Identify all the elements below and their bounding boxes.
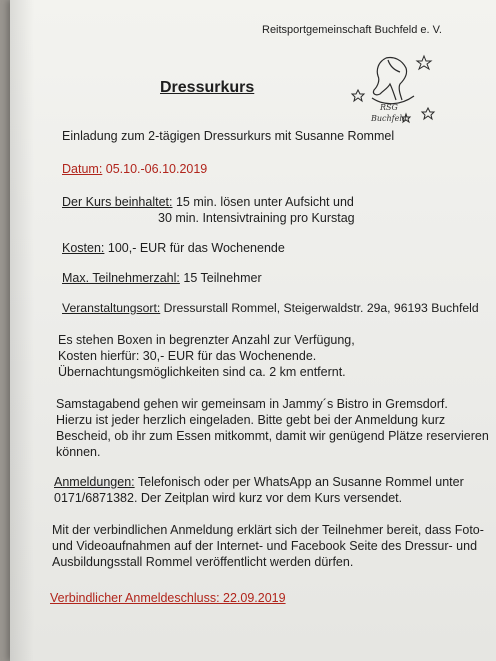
hinweis-line-1: Mit der verbindlichen Anmeldung erklärt sich der Teilnehmer bereit, dass Foto-: [52, 523, 484, 537]
abend-line-1: Samstagabend gehen wir gemeinsam in Jammy´s Bistro in Gremsdorf.: [56, 397, 448, 411]
ort-row: [62, 302, 479, 314]
horse-head-icon: [372, 57, 414, 103]
teilnehmer-row: [62, 272, 262, 285]
boxen-line-3: Übernachtungsmöglichkeiten sind ca. 2 km entfernt.: [58, 365, 346, 379]
anmeldungen-label: Anmeldungen:: [54, 475, 135, 489]
abend-line-4: können.: [56, 445, 101, 459]
anmeldungen-line1: Telefonisch oder per WhatsApp an Susanne Rommel unter: [134, 475, 464, 489]
document-title: Dressurkurs: [160, 79, 255, 96]
ort-label: Veranstaltungsort:: [62, 301, 161, 315]
teilnehmer-label: Max. Teilnehmerzahl:: [62, 271, 180, 285]
abend-line-2: Hierzu ist jeder herzlich eingeladen. Bitte gebt bei der Anmeldung kurz: [56, 413, 446, 427]
kurs-line2: 30 min. Intensivtraining pro Kurstag: [158, 211, 355, 225]
abend-line-3: Bescheid, ob ihr zum Essen mitkommt, damit wir genügend Plätze reservieren: [56, 429, 489, 443]
boxen-line-2: Kosten hierfür: 30,- EUR für das Wochenende.: [58, 349, 317, 363]
kosten-value: 100,- EUR für das Wochenende: [104, 241, 285, 255]
kosten-row: [62, 242, 285, 255]
hinweis-line-3: Ausbildungsstall Rommel veröffentlicht werden dürfen.: [52, 555, 354, 569]
boxen-line-1: Es stehen Boxen in begrenzter Anzahl zur Verfügung,: [58, 333, 355, 347]
datum-value: 05.10.-06.10.2019: [102, 162, 208, 176]
anmeldeschluss: Verbindlicher Anmeldeschluss: 22.09.2019: [50, 591, 286, 605]
datum-row: [62, 163, 207, 176]
kurs-label: Der Kurs beinhaltet:: [62, 195, 173, 209]
kurs-row: [62, 196, 354, 209]
anmeldungen-line2: 0171/6871382. Der Zeitplan wird kurz vor dem Kurs versendet.: [54, 491, 403, 505]
anmeldungen-row: [54, 476, 464, 489]
club-name: Reitsportgemeinschaft Buchfeld e. V.: [262, 24, 442, 36]
ort-value: Dressurstall Rommel, Steigerwaldstr. 29a, 96193 Buchfeld: [160, 301, 479, 315]
hinweis-line-2: und Videoaufnahmen auf der Internet- und Facebook Seite des Dressur- und: [52, 539, 478, 553]
logo-abbr: RSG: [380, 103, 398, 112]
kurs-line1: 15 min. lösen unter Aufsicht und: [172, 195, 354, 209]
stars-icon: [352, 56, 434, 122]
invitation-text: Einladung zum 2-tägigen Dressurkurs mit Susanne Rommel: [62, 129, 395, 143]
datum-label: Datum:: [62, 162, 103, 176]
logo-name: Buchfeld: [371, 114, 408, 123]
teilnehmer-value: 15 Teilnehmer: [179, 271, 262, 285]
kosten-label: Kosten:: [62, 241, 105, 255]
